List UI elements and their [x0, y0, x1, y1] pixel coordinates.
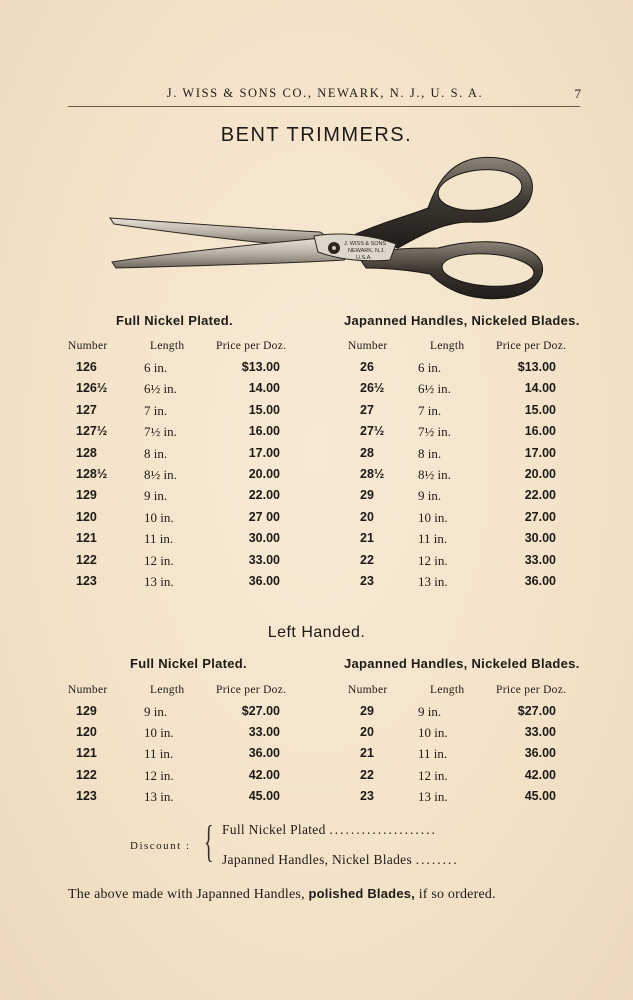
lh-col-number-right: Number	[348, 684, 388, 696]
bent-left-row-6-number: 129	[76, 488, 97, 503]
bent-left-group-title: Full Nickel Plated.	[116, 313, 233, 328]
discount-line-2-leader: ........	[415, 852, 459, 867]
footer-strong: polished Blades,	[308, 886, 415, 901]
discount-line-2	[222, 852, 459, 868]
discount-line-1-text: Full Nickel Plated	[222, 822, 326, 837]
lh-right-row-2-length: 11 in.	[418, 746, 448, 762]
bent-right-row-8-price: 30.00	[524, 531, 556, 546]
bent-right-row-5-number: 28½	[360, 467, 385, 481]
col-number-right: Number	[348, 340, 388, 352]
lh-right-row-4-price: 45.00	[524, 788, 556, 803]
lh-right-row-4-length: 13 in.	[418, 788, 448, 804]
col-length-right: Length	[430, 340, 465, 352]
lh-left-row-4-price: 45.00	[248, 788, 280, 803]
header-rule	[68, 106, 580, 107]
lh-left-group-title: Full Nickel Plated.	[130, 656, 247, 671]
lh-right-row-4-number: 23	[360, 788, 374, 803]
lh-left-row-2-price: 36.00	[248, 746, 280, 761]
bent-left-row-8-number: 121	[76, 531, 97, 546]
bent-left-row-5-number: 128½	[76, 467, 108, 481]
bent-left-row-3-length: 7½ in.	[144, 424, 177, 440]
bent-right-row-8-number: 21	[360, 531, 374, 546]
discount-line-1	[222, 822, 437, 838]
bent-left-row-2-number: 127	[76, 402, 97, 417]
bent-right-row-1-price: 14.00	[524, 381, 556, 396]
bent-right-row-10-price: 36.00	[524, 574, 556, 588]
bent-left-row-2-length: 7 in.	[144, 402, 168, 418]
bent-right-row-7-price: 27.00	[524, 509, 556, 524]
bent-right-row-2-price: 15.00	[524, 402, 556, 417]
bent-right-row-3-length: 7½ in.	[418, 424, 451, 440]
bent-right-row-3-price: 16.00	[524, 424, 556, 439]
stamp-line-3: U.S.A.	[356, 255, 372, 261]
bent-left-row-0-length: 6 in.	[144, 360, 168, 375]
lh-left-row-3-number: 122	[76, 767, 97, 782]
lh-col-length-left: Length	[150, 684, 185, 696]
col-price-right: Price per Doz.	[496, 340, 567, 352]
lh-right-row-3-price: 42.00	[524, 767, 556, 782]
bent-right-row-0-number: 26	[360, 360, 374, 374]
bent-left-row-10-price: 36.00	[248, 574, 280, 588]
bent-left-row-4-length: 8 in.	[144, 445, 168, 461]
brace-symbol: {	[204, 817, 214, 866]
lh-right-row-1-number: 20	[360, 725, 374, 740]
bent-right-row-2-length: 7 in.	[418, 402, 442, 418]
lh-left-row-1-number: 120	[76, 725, 97, 740]
col-number-left: Number	[68, 340, 108, 352]
bent-left-row-4-price: 17.00	[248, 445, 280, 460]
bent-right-row-10-length: 13 in.	[418, 574, 448, 589]
bent-left-row-9-number: 122	[76, 552, 97, 567]
stamp-line-2: NEWARK, N.J.	[348, 248, 385, 254]
bent-right-row-4-number: 28	[360, 445, 374, 460]
lh-right-row-0-price: $27.00	[517, 704, 556, 718]
bent-right-row-5-length: 8½ in.	[418, 467, 451, 482]
lh-left-row-0-length: 9 in.	[144, 704, 168, 719]
lh-left-row-3-length: 12 in.	[144, 767, 174, 783]
bent-right-row-9-price: 33.00	[524, 552, 556, 567]
bent-left-row-4-number: 128	[76, 445, 97, 460]
lh-right-row-3-number: 22	[360, 767, 374, 782]
lh-right-row-1-length: 10 in.	[418, 725, 448, 741]
bent-left-row-9-price: 33.00	[248, 552, 280, 567]
lh-right-row-0-number: 29	[360, 704, 374, 718]
stamp-line-1: J. WISS & SONS	[344, 241, 387, 247]
lh-left-row-1-price: 33.00	[248, 725, 280, 740]
footer-note	[68, 886, 496, 903]
bent-left-row-7-number: 120	[76, 509, 97, 524]
left-handed-title: Left Handed.	[267, 624, 366, 641]
bent-right-row-9-number: 22	[360, 552, 374, 567]
page-number: 7	[574, 86, 581, 101]
bent-right-row-6-number: 29	[360, 488, 374, 503]
bent-left-row-1-price: 14.00	[248, 381, 280, 396]
lh-col-price-left: Price per Doz.	[216, 684, 287, 696]
bent-left-row-3-number: 127½	[76, 424, 108, 439]
bent-right-row-8-length: 11 in.	[418, 531, 448, 547]
footer-text-before: The above made with Japanned Handles,	[68, 887, 305, 902]
bent-right-row-2-number: 27	[360, 402, 374, 417]
bent-left-row-2-price: 15.00	[248, 402, 280, 417]
bent-left-row-8-length: 11 in.	[144, 531, 174, 547]
lh-left-row-2-length: 11 in.	[144, 746, 174, 762]
bent-left-row-10-number: 123	[76, 574, 97, 588]
footer-text-after: if so ordered.	[418, 887, 496, 902]
bent-left-row-1-length: 6½ in.	[144, 381, 177, 397]
discount-line-1-leader: ....................	[329, 822, 437, 837]
bent-right-row-0-price: $13.00	[517, 360, 556, 374]
bent-left-row-9-length: 12 in.	[144, 552, 174, 568]
lh-right-row-1-price: 33.00	[524, 725, 556, 740]
lh-right-row-2-price: 36.00	[524, 746, 556, 761]
lh-left-row-4-length: 13 in.	[144, 788, 174, 804]
lh-left-row-0-number: 129	[76, 704, 97, 718]
bent-right-row-9-length: 12 in.	[418, 552, 448, 568]
lh-right-row-2-number: 21	[360, 746, 374, 761]
bent-left-row-0-price: $13.00	[241, 360, 280, 374]
col-length-left: Length	[150, 340, 185, 352]
lh-right-row-0-length: 9 in.	[418, 704, 442, 719]
bent-right-row-7-number: 20	[360, 509, 374, 524]
bent-left-row-7-price: 27 00	[248, 509, 280, 524]
lh-col-price-right: Price per Doz.	[496, 684, 567, 696]
bent-right-row-10-number: 23	[360, 574, 374, 588]
bent-left-row-8-price: 30.00	[248, 531, 280, 546]
bent-right-row-4-length: 8 in.	[418, 445, 442, 461]
bent-left-row-5-price: 20.00	[248, 467, 280, 481]
bent-left-row-0-number: 126	[76, 360, 97, 374]
scissors-illustration	[108, 152, 548, 304]
bent-left-row-1-number: 126½	[76, 381, 108, 396]
page-title: BENT TRIMMERS.	[220, 124, 413, 146]
bent-left-row-7-length: 10 in.	[144, 509, 174, 525]
bent-right-row-3-number: 27½	[360, 424, 385, 439]
lh-right-row-3-length: 12 in.	[418, 767, 448, 783]
lh-left-row-4-number: 123	[76, 788, 97, 803]
bent-right-row-1-length: 6½ in.	[418, 381, 451, 397]
lh-left-row-3-price: 42.00	[248, 767, 280, 782]
lh-right-group-title: Japanned Handles, Nickeled Blades.	[344, 656, 580, 671]
discount-line-2-text: Japanned Handles, Nickel Blades	[222, 852, 412, 867]
bent-right-row-4-price: 17.00	[524, 445, 556, 460]
bent-right-row-6-length: 9 in.	[418, 488, 442, 504]
bent-right-row-6-price: 22.00	[524, 488, 556, 503]
bent-right-row-5-price: 20.00	[524, 467, 556, 481]
running-head: J. WISS & SONS CO., NEWARK, N. J., U. S. A.	[166, 86, 484, 100]
lh-col-number-left: Number	[68, 684, 108, 696]
lh-left-row-0-price: $27.00	[241, 704, 280, 718]
col-price-left: Price per Doz.	[216, 340, 287, 352]
bent-left-row-6-length: 9 in.	[144, 488, 168, 504]
lh-left-row-2-number: 121	[76, 746, 97, 761]
discount-label: Discount :	[130, 840, 191, 852]
bent-right-group-title: Japanned Handles, Nickeled Blades.	[344, 313, 580, 328]
bent-right-row-0-length: 6 in.	[418, 360, 442, 375]
bent-left-row-10-length: 13 in.	[144, 574, 174, 589]
lh-col-length-right: Length	[430, 684, 465, 696]
bent-right-row-1-number: 26½	[360, 381, 385, 396]
lh-left-row-1-length: 10 in.	[144, 725, 174, 741]
bent-left-row-6-price: 22.00	[248, 488, 280, 503]
bent-left-row-3-price: 16.00	[248, 424, 280, 439]
bent-left-row-5-length: 8½ in.	[144, 467, 177, 482]
bent-right-row-7-length: 10 in.	[418, 509, 448, 525]
